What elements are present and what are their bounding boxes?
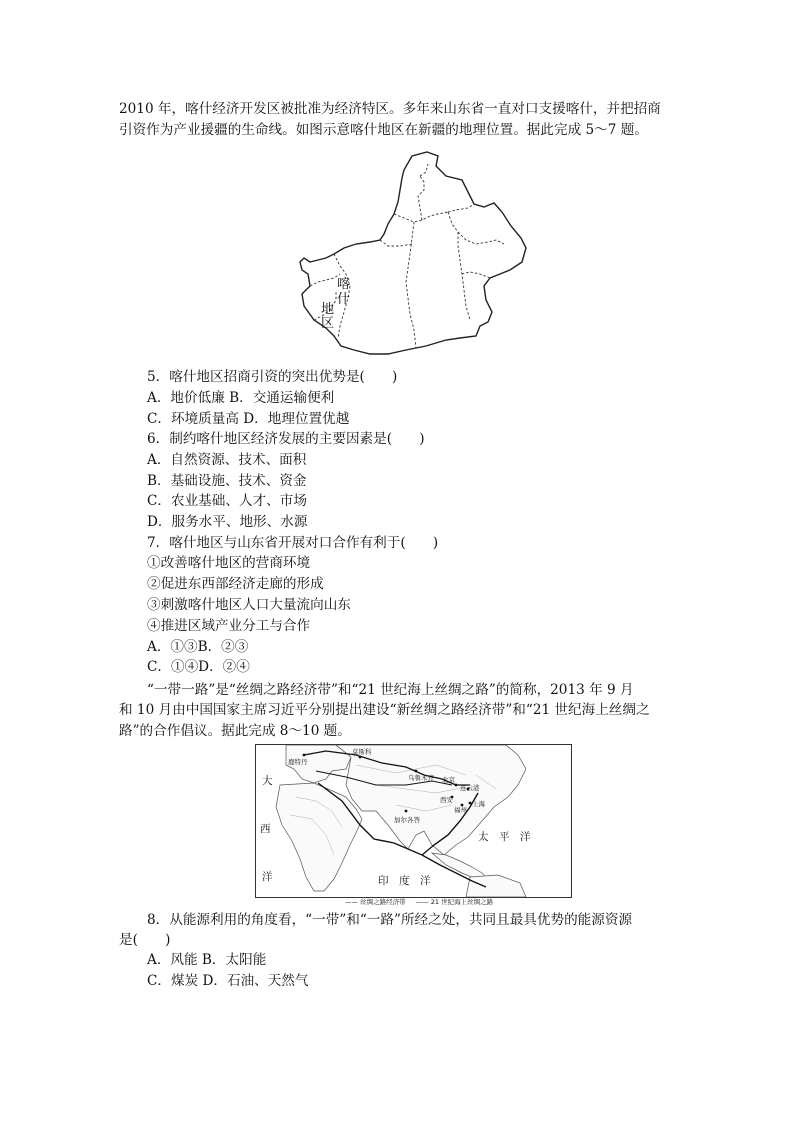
indian-ocean-label: 印 度 洋 <box>378 875 431 887</box>
question-7-statement-4: ④推进区域产业分工与合作 <box>147 618 311 634</box>
ocean-label-xi: 西 <box>260 823 271 835</box>
city-kolkata: 加尔各答 <box>394 816 420 824</box>
legend-sea-line: —— <box>415 898 429 906</box>
question-7-options-ab: A．①③B．②③ <box>147 639 249 655</box>
question-8-options-cd: C．煤炭 D．石油、天然气 <box>147 973 309 989</box>
question-8-stem-line-2: 是( ) <box>119 932 171 948</box>
question-6-option-a: A．自然资源、技术、面积 <box>147 452 307 468</box>
ocean-label-yang: 洋 <box>262 871 273 883</box>
city-xian: 西安 <box>440 796 453 804</box>
question-6-option-c: C．农业基础、人才、市场 <box>147 493 307 509</box>
question-5-stem: 5．喀什地区招商引资的突出优势是( ) <box>147 369 398 385</box>
kashgar-label-char-4: 区 <box>321 316 335 331</box>
intro-paragraph-2-line-3: 路”的合作倡议。据此完成 8～10 题。 <box>119 723 351 739</box>
question-7-stem: 7．喀什地区与山东省开展对口合作有利于( ) <box>147 535 439 551</box>
question-8-stem-line-1: 8．从能源利用的角度看，“一带”和“一路”所经之处，共同且最具优势的能源资源 <box>147 912 633 928</box>
kashgar-label-char-3: 地 <box>321 302 335 317</box>
ocean-label-da: 大 <box>262 775 273 787</box>
question-7-statement-2: ②促进东西部经济走廊的形成 <box>147 576 324 592</box>
city-rotterdam: 鹿特丹 <box>288 758 308 766</box>
question-7-options-cd: C．①④D．②④ <box>147 659 250 675</box>
africa-landmass <box>276 783 362 891</box>
xinjiang-map <box>296 150 532 356</box>
intro-paragraph-2-line-1: “一带一路”是“丝绸之路经济带”和“21 世纪海上丝绸之路”的简称，2013 年 9 月 <box>147 682 634 698</box>
kashgar-label-char-2: 什 <box>337 292 351 307</box>
question-5-options-ab: A．地价低廉 B．交通运输便利 <box>147 390 335 406</box>
city-shanghai: 上海 <box>472 800 485 808</box>
question-6-option-b: B．基础设施、技术、资金 <box>147 473 307 489</box>
pacific-ocean-label: 太 平 洋 <box>478 831 531 843</box>
intro-paragraph-1-line-2: 引资作为产业援疆的生命线。如图示意喀什地区在新疆的地理位置。据此完成 5～7 题。 <box>119 122 648 138</box>
question-7-statement-3: ③刺激喀什地区人口大量流向山东 <box>147 597 351 613</box>
map-legend <box>345 897 493 906</box>
city-beijing: 北京 <box>442 776 455 784</box>
legend-land-line: —— <box>345 898 358 906</box>
city-urumqi: 乌鲁木齐 <box>408 774 434 782</box>
question-6-option-d: D．服务水平、地形、水源 <box>147 514 308 530</box>
city-fuzhou: 福州 <box>454 806 467 814</box>
question-5-options-cd: C．环境质量高 D．地理位置优越 <box>147 411 350 427</box>
city-moscow: 莫斯科 <box>352 748 372 756</box>
question-6-stem: 6．制约喀什地区经济发展的主要因素是( ) <box>147 431 425 447</box>
legend-land-label: 丝绸之路经济带 <box>360 898 406 906</box>
australia-landmass <box>466 875 526 897</box>
question-7-statement-1: ①改善喀什地区的营商环境 <box>147 555 311 571</box>
city-lianyungang: 连云港 <box>460 784 480 792</box>
kashgar-label-char-1: 喀 <box>337 277 351 292</box>
question-8-options-ab: A．风能 B．太阳能 <box>147 952 267 968</box>
intro-paragraph-1-line-1: 2010 年，喀什经济开发区被批准为经济特区。多年来山东省一直对口支援喀什，并把招商 <box>119 101 661 117</box>
intro-paragraph-2-line-2: 和 10 月由中国国家主席习近平分别提出建设“新丝绸之路经济带”和“21 世纪海上丝绸之 <box>119 702 650 718</box>
legend-sea-label: 21 世纪海上丝绸之路 <box>430 898 494 906</box>
belt-and-road-map <box>255 744 572 898</box>
